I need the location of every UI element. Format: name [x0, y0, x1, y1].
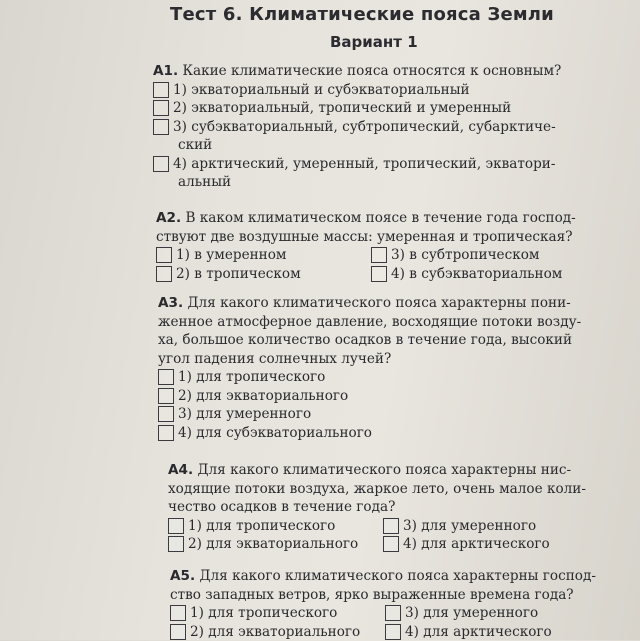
question-text: угол падения солнечных лучей? [158, 350, 581, 369]
answer-label: 2) экваториальный, тропический и умеренный [173, 99, 511, 118]
answer-option[interactable] [153, 81, 561, 100]
answer-label: 2) в тропическом [176, 265, 301, 284]
answer-label: 4) арктический, умеренный, тропический, экватори- [173, 155, 555, 174]
checkbox-icon[interactable] [168, 518, 184, 534]
checkbox-icon[interactable] [170, 605, 186, 621]
question-text: ствуют две воздушные массы: умеренная и тропическая? [156, 228, 601, 247]
answer-label: 1) для тропического [190, 604, 337, 623]
answer-grid [156, 246, 601, 283]
answer-label: 3) для умеренного [405, 604, 538, 623]
question-number: А4. [168, 462, 193, 478]
checkbox-icon[interactable] [385, 624, 401, 640]
answer-option[interactable] [168, 517, 383, 536]
checkbox-icon[interactable] [383, 518, 399, 534]
checkbox-icon[interactable] [153, 156, 169, 172]
answer-label: 2) для экваториального [188, 535, 358, 554]
question-text: ха, большое количество осадков в течение года, высокий [158, 331, 581, 350]
answer-label: 3) субэкваториальный, субтропический, субарктиче- [173, 118, 556, 137]
checkbox-icon[interactable] [158, 369, 174, 385]
answer-label: 3) в субтропическом [391, 246, 539, 265]
checkbox-icon[interactable] [385, 605, 401, 621]
answer-label-continued: ский [153, 136, 561, 155]
question-text: женное атмосферное давление, восходящие потоки возду- [158, 313, 581, 332]
question-a4 [168, 461, 613, 554]
answer-label: 1) для тропического [178, 368, 325, 387]
question-text: Для какого климатического пояса характерны нис- [197, 462, 571, 478]
checkbox-icon[interactable] [153, 119, 169, 135]
answer-option[interactable] [383, 517, 613, 536]
answer-label: 4) для арктического [403, 535, 550, 554]
checkbox-icon[interactable] [156, 247, 172, 263]
answer-option[interactable] [170, 604, 385, 623]
question-number: А1. [153, 63, 178, 79]
answer-label: 1) экваториальный и субэкваториальный [173, 81, 470, 100]
answer-option[interactable] [153, 118, 561, 137]
question-number: А2. [156, 210, 181, 226]
checkbox-icon[interactable] [371, 247, 387, 263]
question-text: чество осадков в течение года? [168, 498, 613, 517]
question-a1 [153, 62, 561, 192]
checkbox-icon[interactable] [156, 266, 172, 282]
question-number: А5. [170, 568, 195, 584]
question-text: ходящие потоки воздуха, жаркое лето, очень малое коли- [168, 480, 613, 499]
answer-label: 3) для умеренного [178, 405, 311, 424]
answer-label: 1) в умеренном [176, 246, 287, 265]
answer-grid [170, 604, 615, 641]
checkbox-icon[interactable] [153, 82, 169, 98]
variant-label: Вариант 1 [330, 33, 418, 51]
question-text: Для какого климатического пояса характерны господ- [199, 568, 595, 584]
answer-option[interactable] [153, 155, 561, 174]
test-title: Тест 6. Климатические пояса Земли [170, 4, 554, 25]
answer-label-continued: альный [153, 173, 561, 192]
checkbox-icon[interactable] [158, 406, 174, 422]
answer-option[interactable] [385, 604, 615, 623]
answer-option[interactable] [371, 265, 601, 284]
answer-option[interactable] [158, 424, 581, 443]
answer-option[interactable] [156, 246, 371, 265]
answer-option[interactable] [153, 99, 561, 118]
answer-option[interactable] [156, 265, 371, 284]
answer-option[interactable] [168, 535, 383, 554]
question-text: ство западных ветров, ярко выраженные времена года? [170, 586, 615, 605]
answer-option[interactable] [158, 405, 581, 424]
answer-label: 4) в субэкваториальном [391, 265, 562, 284]
question-text: Для какого климатического пояса характерны пони- [187, 295, 570, 311]
answer-label: 2) для экваториального [190, 623, 360, 641]
answer-label: 2) для экваториального [178, 387, 348, 406]
question-a2 [156, 209, 601, 283]
answer-option[interactable] [158, 368, 581, 387]
question-text: Какие климатические пояса относятся к основным? [182, 63, 561, 79]
question-number: А3. [158, 295, 183, 311]
answer-label: 4) для арктического [405, 623, 552, 641]
answer-option[interactable] [158, 387, 581, 406]
answer-label: 3) для умеренного [403, 517, 536, 536]
checkbox-icon[interactable] [158, 388, 174, 404]
answer-label: 1) для тропического [188, 517, 335, 536]
answer-label: 4) для субэкваториального [178, 424, 372, 443]
question-a5 [170, 567, 615, 641]
checkbox-icon[interactable] [158, 425, 174, 441]
checkbox-icon[interactable] [383, 536, 399, 552]
checkbox-icon[interactable] [153, 100, 169, 116]
checkbox-icon[interactable] [170, 624, 186, 640]
question-a3 [158, 294, 581, 442]
checkbox-icon[interactable] [371, 266, 387, 282]
question-text: В каком климатическом поясе в течение года господ- [185, 210, 575, 226]
answer-option[interactable] [383, 535, 613, 554]
answer-option[interactable] [170, 623, 385, 641]
checkbox-icon[interactable] [168, 536, 184, 552]
answer-grid [168, 517, 613, 554]
answer-option[interactable] [371, 246, 601, 265]
answer-option[interactable] [385, 623, 615, 641]
